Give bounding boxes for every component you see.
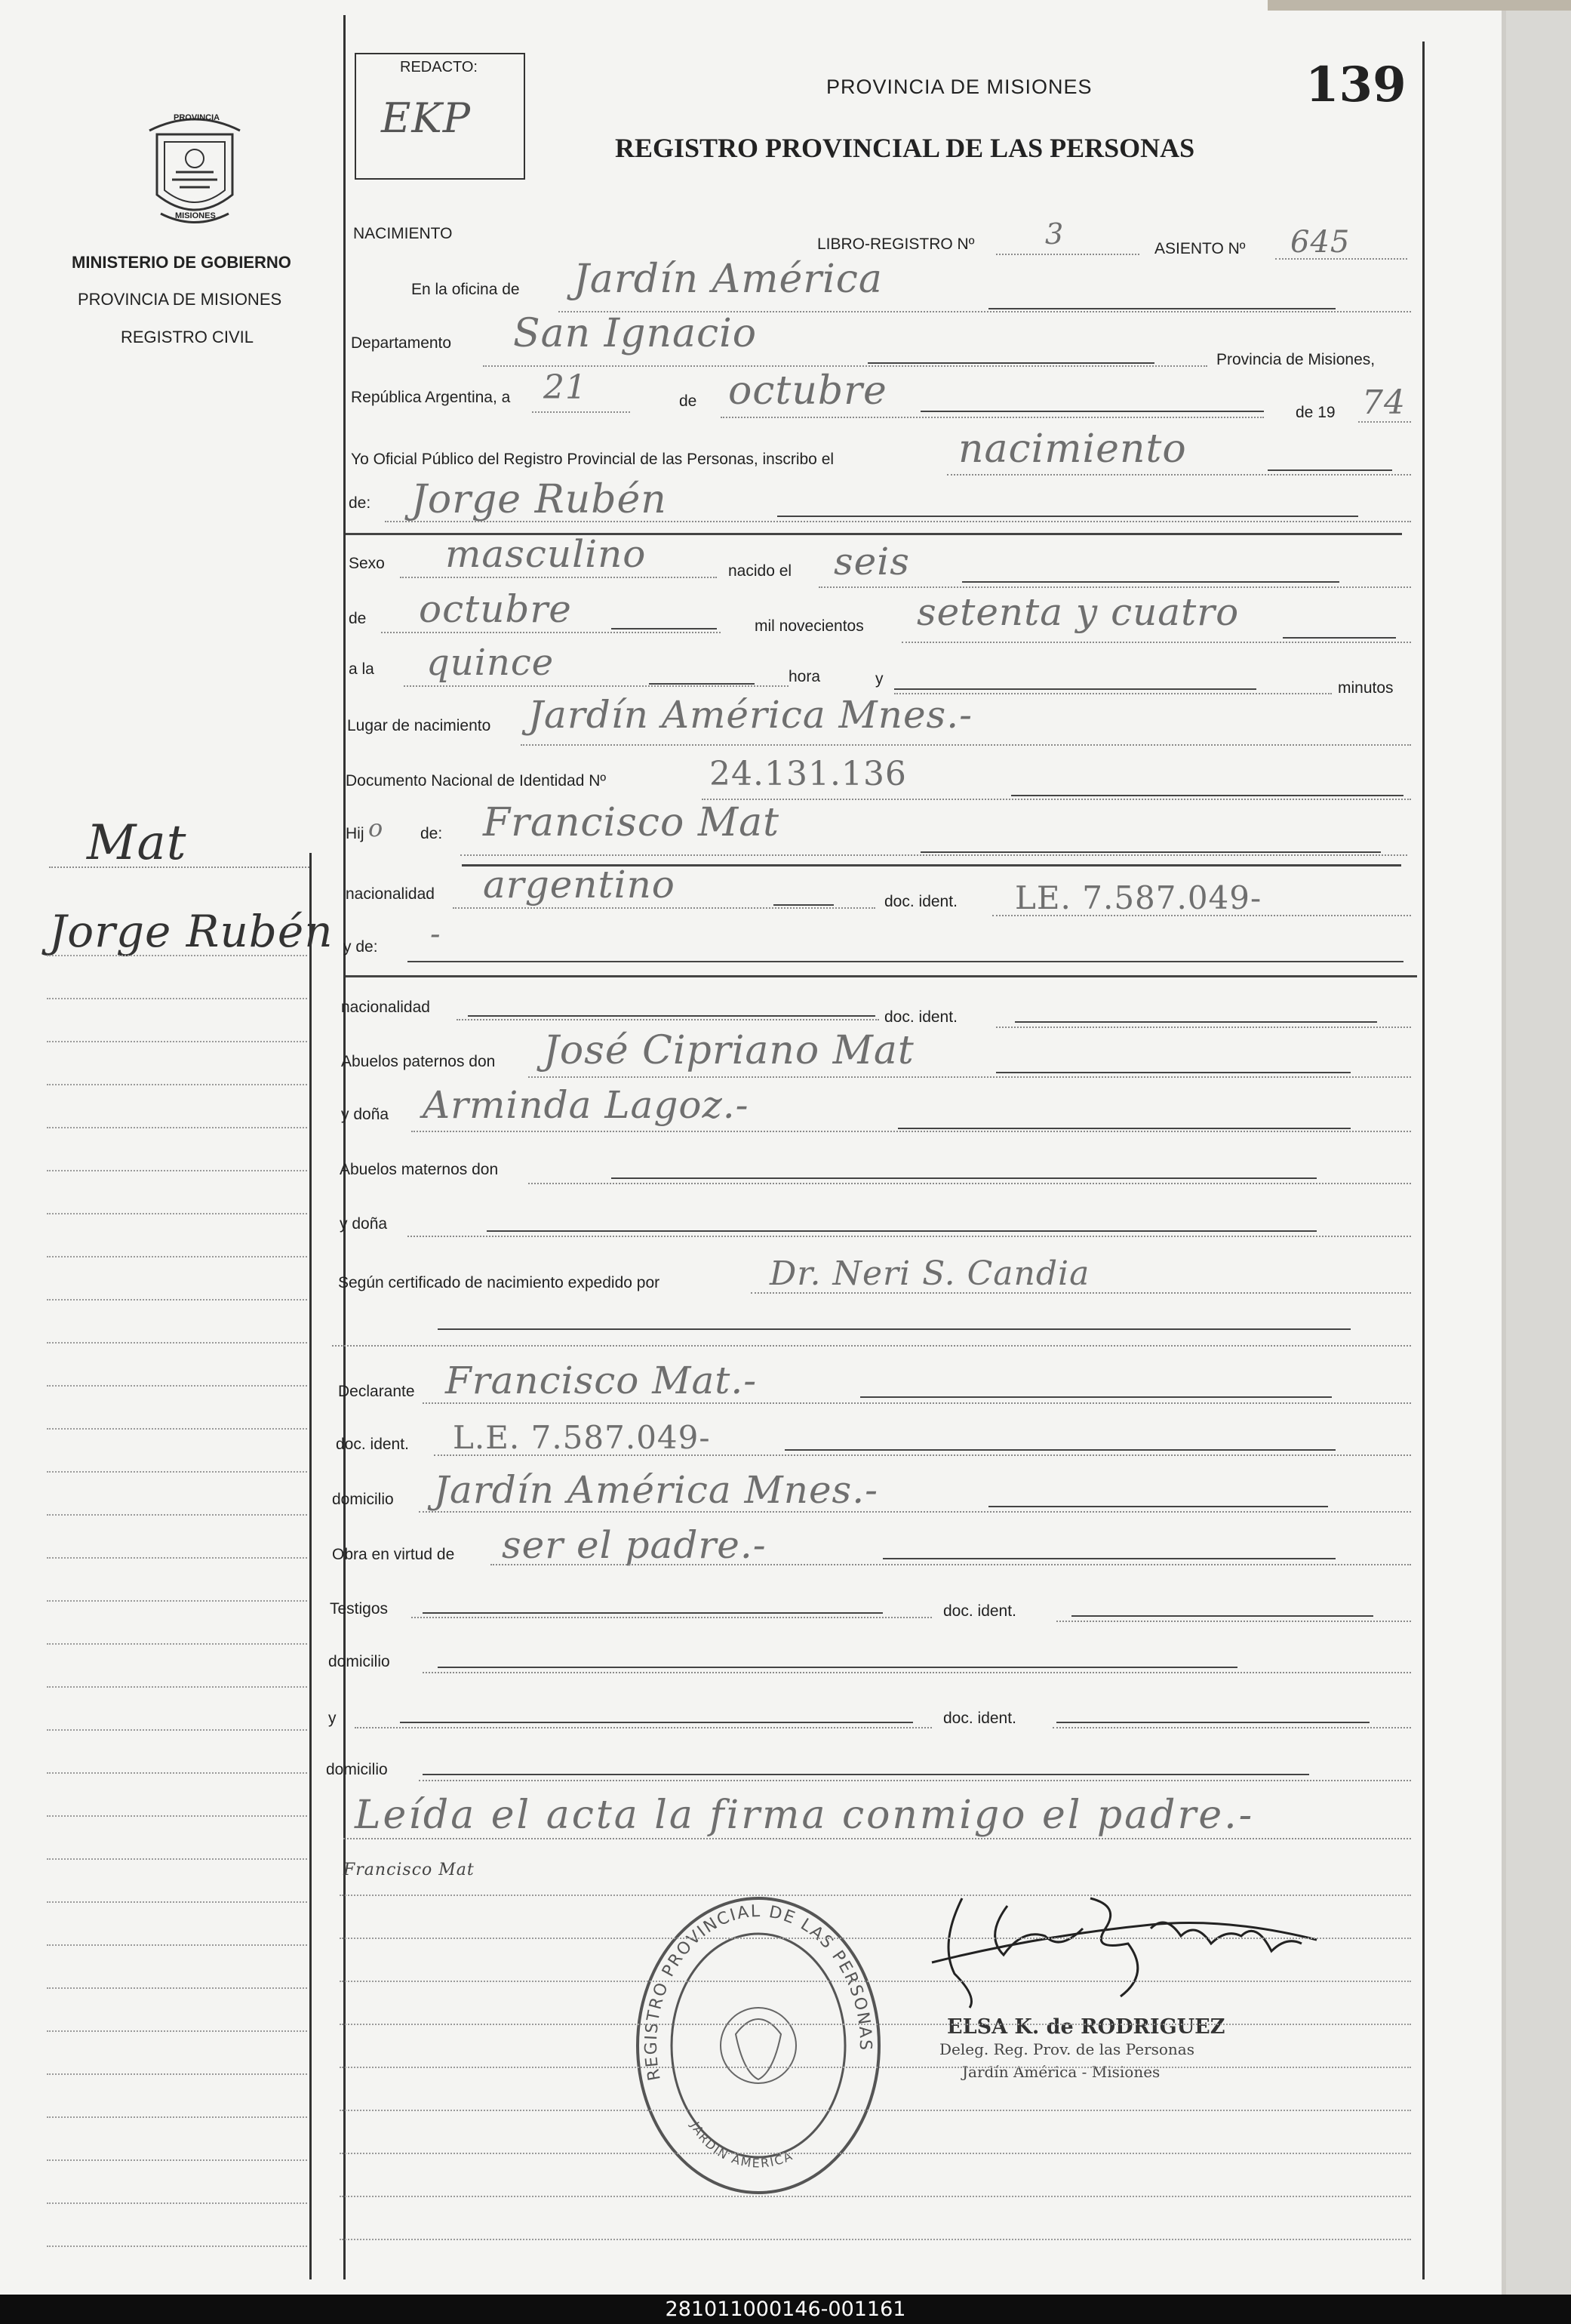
abuelo-materno-dots [528, 1183, 1411, 1184]
certificado-line2 [438, 1328, 1351, 1330]
svg-text:REGISTRO PROVINCIAL DE LAS PER [642, 1902, 875, 2082]
closing-statement: Leída el acta la firma conmigo el padre.- [355, 1793, 1255, 1838]
svg-text:JARDIN AMERICA [687, 2119, 795, 2170]
body-dotted-line [340, 2067, 1411, 2068]
sexo-dots [400, 577, 717, 578]
top-strip [1268, 0, 1571, 11]
obra-dots [490, 1564, 1411, 1565]
label-de-nacido-mes: de [349, 610, 367, 627]
padre-dots [460, 854, 1407, 856]
nacido-anio-dots [902, 642, 1411, 643]
doc-padre-dots [992, 915, 1411, 916]
declarante-dots [423, 1402, 1411, 1404]
doc-madre-line [1015, 1021, 1377, 1023]
stamp-outer-text: REGISTRO PROVINCIAL DE LAS PERSONAS [641, 1902, 875, 2082]
margin-dotted-line [47, 2246, 307, 2247]
value-padre: Francisco Mat [483, 800, 779, 845]
value-libro-registro: 3 [1045, 217, 1065, 251]
official-place: Jardín América - Misiones [962, 2063, 1161, 2081]
label-doc-madre: doc. ident. [884, 1008, 958, 1026]
padre-line [921, 851, 1381, 853]
label-hora: hora [789, 668, 821, 685]
margin-given-names: Jorge Rubén [49, 906, 334, 957]
domicilio-testigo2-dots [419, 1780, 1411, 1781]
acto-dots [947, 474, 1411, 476]
body-dotted-line [340, 2110, 1411, 2111]
body-dotted-line [340, 2239, 1411, 2240]
lugar-dots [521, 744, 1411, 746]
acto-line [1268, 469, 1392, 471]
province-title: PROVINCIA DE MISIONES [826, 75, 1093, 98]
label-departamento: Departamento [351, 334, 452, 352]
label-minutos: minutos [1338, 679, 1394, 697]
abuela-materna-dots [407, 1236, 1411, 1237]
label-republica: República Argentina, a [351, 389, 511, 406]
registry-line: REGISTRO CIVIL [121, 328, 254, 346]
value-declarante-domicilio: Jardín América Mnes.- [434, 1468, 878, 1512]
official-name: ELSA K. de RODRIGUEZ [947, 2015, 1225, 2039]
abuelo-paterno-dots [528, 1076, 1411, 1078]
page-edge [1502, 0, 1571, 2295]
abuelo-paterno-line [996, 1072, 1351, 1073]
margin-dotted-line [47, 1471, 307, 1473]
margin-dotted-line [47, 1901, 307, 1903]
label-domicilio-declarante: domicilio [332, 1491, 394, 1508]
redacto-label: REDACTO: [400, 59, 478, 75]
margin-dotted-line [47, 1084, 307, 1085]
abuela-paterna-dots [411, 1131, 1411, 1132]
margin-dotted-line [47, 1428, 307, 1430]
body-dotted-line [340, 1938, 1411, 1939]
nacido-mes-line [611, 628, 717, 629]
label-abuelos-maternos: Abuelos maternos don [340, 1161, 499, 1178]
right-frame-line [1422, 42, 1425, 2279]
dni-line [1011, 795, 1403, 796]
label-sexo: Sexo [349, 555, 385, 572]
margin-dotted-line [47, 1772, 307, 1774]
label-y-dona-paterna: y doña [341, 1106, 389, 1123]
label-hij: Hij [346, 825, 364, 842]
margin-dotted-line [47, 2073, 307, 2075]
label-lugar: Lugar de nacimiento [347, 717, 491, 734]
margin-dotted-line [47, 2202, 307, 2204]
official-signature [924, 1883, 1336, 2012]
label-obra-en-virtud: Obra en virtud de [332, 1546, 455, 1563]
body-dotted-line [340, 1981, 1411, 1982]
label-doc-declarante: doc. ident. [336, 1436, 409, 1453]
value-hora: quince [426, 642, 555, 684]
label-declarante: Declarante [338, 1383, 415, 1400]
label-abuelos-paternos: Abuelos paternos don [341, 1053, 496, 1070]
minutos-line [894, 688, 1256, 690]
doc-testigo2-dots [1053, 1727, 1411, 1728]
label-testigos: Testigos [330, 1600, 389, 1618]
anio-dots [1358, 421, 1411, 423]
doc-testigo1-dots [1056, 1621, 1411, 1622]
margin-dotted-line [47, 1385, 307, 1387]
margin-dotted-line [47, 2159, 307, 2161]
margin-dotted-line [47, 1557, 307, 1559]
value-nacido-anio: setenta y cuatro [917, 590, 1240, 634]
value-obra-en-virtud: ser el padre.- [502, 1523, 767, 1567]
testigo2-line [400, 1722, 913, 1723]
value-oficina: Jardín América [573, 257, 883, 302]
body-dotted-line [340, 2024, 1411, 2025]
margin-dotted-line [47, 1256, 307, 1257]
nacionalidad-madre-dots [457, 1019, 879, 1020]
testigos-line [423, 1612, 883, 1614]
nacionalidad-dots [453, 907, 875, 909]
label-doc-testigo2: doc. ident. [943, 1710, 1016, 1727]
departamento-line [868, 362, 1154, 364]
domicilio-testigo1-line [438, 1667, 1237, 1668]
body-dotted-line [340, 2153, 1411, 2154]
margin-dotted-line [47, 1213, 307, 1214]
margin-dotted-line [47, 1815, 307, 1817]
label-de-19: de 19 [1296, 404, 1336, 421]
nacido-dots [819, 586, 1411, 588]
page-number: 139 [1305, 57, 1407, 113]
inner-frame-line [309, 853, 312, 2279]
departamento-dots [483, 365, 1207, 367]
redacto-value: EKP [381, 94, 472, 142]
value-mes: octubre [728, 368, 887, 414]
doc-testigo2-line [1056, 1722, 1370, 1723]
margin-dotted-line [47, 2030, 307, 2032]
margin-dotted-line [47, 1944, 307, 1946]
left-frame-line [343, 15, 346, 2279]
value-padre-doc: LE. 7.587.049- [1015, 879, 1262, 916]
margin-dotted-line [47, 1987, 307, 1989]
value-nacido-dia: seis [834, 540, 910, 583]
province-line: PROVINCIA DE MISIONES [78, 290, 282, 309]
footer-id: 281011000146-001161 [665, 2298, 906, 2321]
margin-dotted-line [47, 1127, 307, 1128]
value-declarante: Francisco Mat.- [445, 1359, 758, 1402]
nombre-dots [385, 521, 1411, 522]
label-segun-certificado: Según certificado de nacimiento expedido por [338, 1274, 660, 1291]
seal-bottom-text: MISIONES [175, 211, 216, 220]
label-nacionalidad-madre: nacionalidad [341, 999, 430, 1016]
label-mil-novecientos: mil novecientos [755, 617, 864, 635]
value-asiento: 645 [1290, 225, 1351, 260]
margin-surname: Mat [87, 815, 187, 871]
label-de-mes: de [679, 392, 697, 410]
nacionalidad-line [773, 904, 834, 906]
label-y-testigo2: y [328, 1710, 337, 1727]
label-domicilio-testigo2: domicilio [326, 1761, 388, 1778]
margin-dotted-line [47, 1170, 307, 1171]
margin-dotted-line [47, 1342, 307, 1344]
label-de-nombre: de: [349, 494, 371, 512]
value-certificado-por: Dr. Neri S. Candia [770, 1254, 1090, 1293]
margin-dotted-line [47, 1858, 307, 1860]
nacido-line [962, 581, 1339, 583]
certificado-dots [751, 1292, 1411, 1294]
testigo2-dots [355, 1727, 932, 1728]
nacido-mes-dots [381, 632, 721, 633]
margin-dotted-line [47, 955, 307, 956]
madre-separator [346, 975, 1417, 977]
margin-dotted-line [47, 1686, 307, 1688]
margin-dotted-line [47, 998, 307, 999]
value-anio: 74 [1362, 383, 1406, 422]
mes-dots [721, 417, 1264, 418]
label-domicilio-testigo1: domicilio [328, 1653, 390, 1670]
nacido-anio-line [1283, 637, 1396, 639]
abuela-paterna-line [898, 1128, 1351, 1129]
oficina-line [988, 308, 1336, 309]
value-lugar: Jardín América Mnes.- [528, 693, 973, 737]
domicilio-testigo2-line [423, 1774, 1309, 1775]
label-asiento: ASIENTO Nº [1154, 240, 1246, 257]
label-nacimiento: NACIMIENTO [353, 225, 453, 242]
margin-dotted-line [47, 1514, 307, 1516]
dia-dots [532, 411, 630, 413]
abuelo-materno-line [611, 1177, 1317, 1179]
label-y-dona-materna: y doña [340, 1215, 388, 1233]
value-departamento: San Ignacio [513, 311, 758, 356]
abuela-materna-line [487, 1230, 1317, 1232]
madre-line [407, 961, 1403, 962]
value-declarante-doc: L.E. 7.587.049- [453, 1419, 711, 1456]
margin-dotted-line [47, 1041, 307, 1042]
hora-dots [404, 685, 789, 687]
official-role: Deleg. Reg. Prov. de las Personas [939, 2040, 1194, 2058]
stamp-inner-text: JARDIN AMERICA [687, 2119, 796, 2171]
margin-dotted-line [47, 1643, 307, 1645]
domicilio-declarante-dots [419, 1511, 1411, 1513]
label-de-padre: de: [420, 825, 443, 842]
value-hij-suffix: o [368, 814, 384, 842]
certificado-dots2 [332, 1345, 1411, 1347]
margin-dotted-line [47, 1600, 307, 1602]
label-provincia-misiones: Provincia de Misiones, [1216, 351, 1376, 368]
value-nombre: Jorge Rubén [411, 477, 667, 522]
label-a-la: a la [349, 660, 374, 678]
label-documento: Documento Nacional de Identidad Nº [346, 772, 607, 790]
ministry-line: MINISTERIO DE GOBIERNO [72, 253, 291, 272]
value-sexo: masculino [445, 532, 647, 576]
value-tipo-acto: nacimiento [958, 426, 1187, 472]
label-libro-registro: LIBRO-REGISTRO Nº [817, 235, 975, 253]
father-signature: Francisco Mat [343, 1861, 475, 1879]
value-nacido-mes: octubre [419, 587, 572, 631]
label-doc-testigo1: doc. ident. [943, 1602, 1016, 1620]
nacionalidad-madre-line [468, 1015, 875, 1017]
nombre-line [777, 516, 1358, 517]
label-oficina: En la oficina de [411, 281, 520, 298]
label-yo-oficial: Yo Oficial Público del Registro Provincial de las Personas, inscribo el [351, 451, 835, 468]
obra-line [883, 1558, 1336, 1559]
margin-dotted-line [47, 2116, 307, 2118]
value-padre-nacionalidad: argentino [483, 863, 675, 907]
testigos-dots [411, 1617, 932, 1618]
mes-line [921, 411, 1264, 412]
domicilio-declarante-line [988, 1506, 1328, 1507]
hora-line [649, 683, 755, 685]
domicilio-testigo1-dots [423, 1672, 1411, 1673]
value-abuelo-paterno: José Cipriano Mat [543, 1028, 915, 1073]
registry-title: REGISTRO PROVINCIAL DE LAS PERSONAS [615, 133, 1195, 163]
libro-dots [996, 254, 1139, 255]
seal-top-text: PROVINCIA [174, 113, 220, 122]
margin-dotted-line [47, 1299, 307, 1301]
doc-declarante-line [785, 1449, 1336, 1451]
label-nacido-el: nacido el [728, 562, 792, 580]
body-dotted-line [340, 2196, 1411, 2197]
doc-madre-dots [996, 1027, 1411, 1028]
margin-line [49, 866, 309, 868]
closing-dots [343, 1838, 1411, 1839]
label-y-de: y de: [343, 938, 378, 956]
dni-dots [702, 799, 1411, 800]
declarante-line [860, 1396, 1332, 1398]
margin-dotted-line [47, 1729, 307, 1731]
value-dia: 21 [543, 368, 587, 407]
label-y-minutos: y [875, 670, 884, 688]
value-madre: - [430, 917, 441, 952]
doc-declarante-dots [434, 1454, 1411, 1456]
value-dni: 24.131.136 [709, 755, 907, 793]
value-abuela-paterna: Arminda Lagoz.- [423, 1083, 749, 1127]
label-nacionalidad-padre: nacionalidad [346, 885, 435, 903]
body-dotted-line [340, 1895, 1411, 1896]
doc-testigo1-line [1071, 1615, 1373, 1617]
label-doc-padre: doc. ident. [884, 893, 958, 910]
